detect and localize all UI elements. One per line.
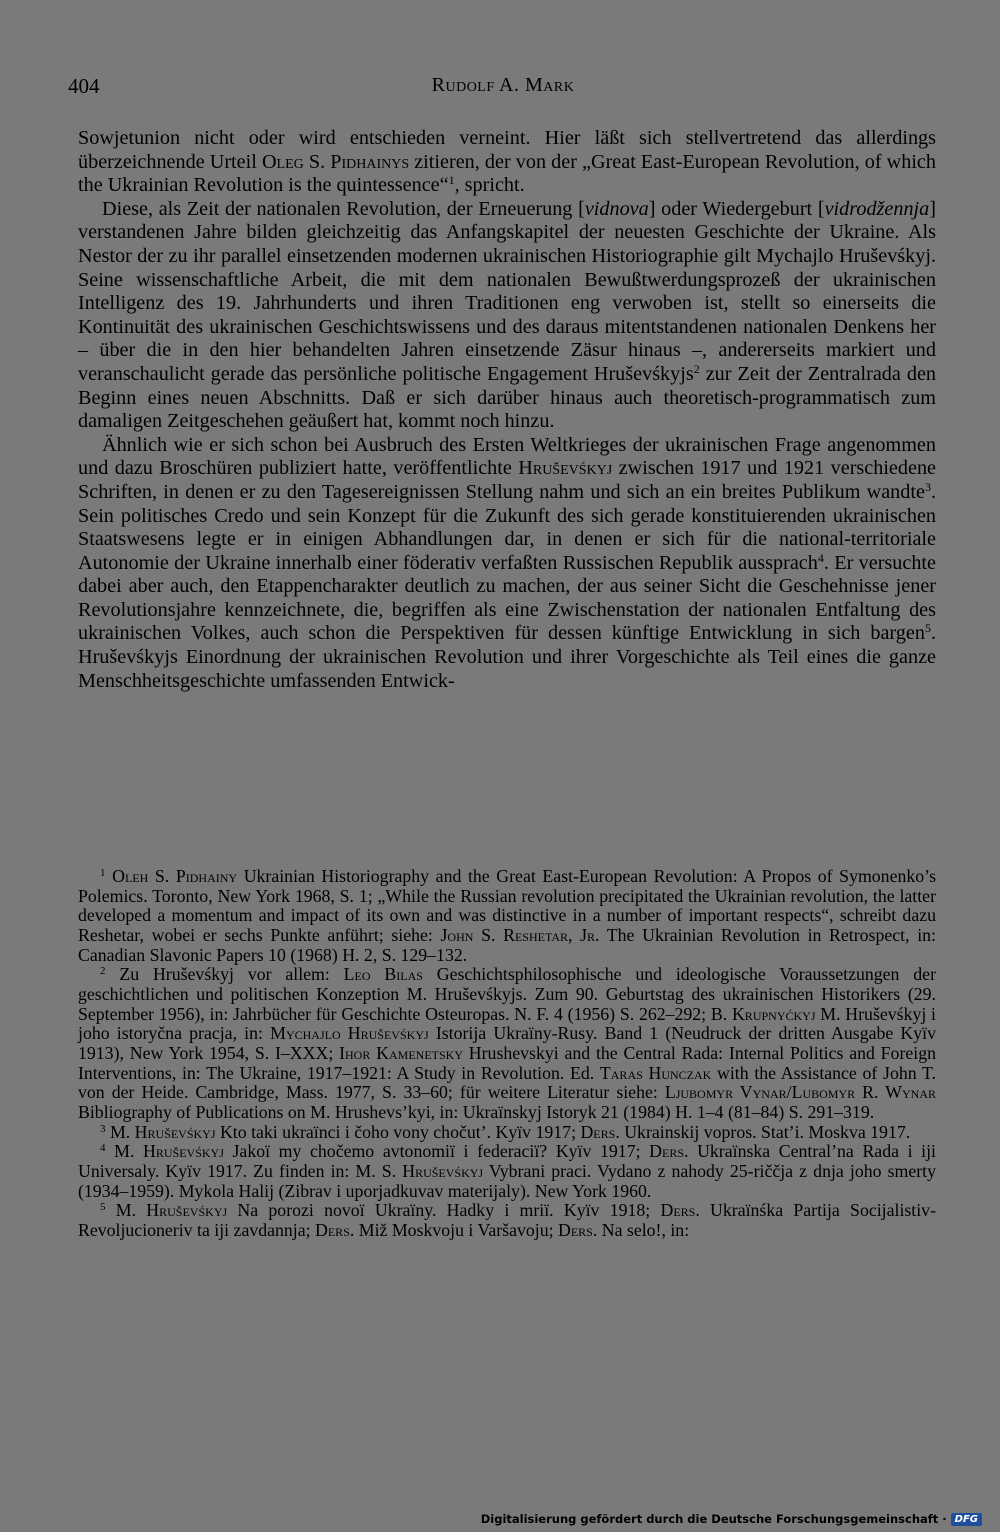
footnote-number: 1 <box>100 867 106 879</box>
author-name: Hruševśkyj <box>134 1121 216 1142</box>
author-name: Hruševśkyj <box>146 1200 228 1221</box>
text: Istorija Ukraïny-Rusy. Band 1 (Neudruck der dritten Ausgabe Kyïv 1913), New York 1954, S. I–XXX; <box>78 1023 936 1063</box>
text: zwischen 1917 und 1921 verschiedene Schriften, in denen er zu den Tagesereignissen Stellung nahm und sich an ein breites Publikum wandte <box>78 457 936 503</box>
text: , spricht. <box>454 174 525 197</box>
dfg-logo-icon: DFG <box>951 1513 982 1526</box>
text: Ukraïnska Central’na Rada i iji Universaly. Kyïv 1917. Zu finden in: M. S. <box>78 1141 936 1181</box>
text: ] oder Wiedergeburt [ <box>648 197 825 220</box>
text: Jakoï my chočemo avtonomiï i federaciï? Kyïv 1917; <box>223 1141 650 1162</box>
text: Ukrainskij vopros. Stat’i. Moskva 1917. <box>619 1121 911 1142</box>
text: zur Zeit der Zentralrada den Beginn eines neuen Abschnitts. Daß er sich darüber hinaus auch theoretisch-programmatisch zum damaligen Zeitgeschehen geäußert hat, kommt noch hinzu. <box>78 362 936 433</box>
text: M. <box>114 1141 144 1162</box>
text: Ähnlich wie er sich schon bei Ausbruch des Ersten Weltkrieges der ukrainischen Frage angenommen und dazu Broschüren publiziert hatte, veröffentlichte <box>78 433 936 480</box>
author-name: Hruševśkyj <box>143 1141 224 1162</box>
text: Kto taki ukraïnci i čoho vony chočut’. Kyïv 1917; <box>215 1121 581 1142</box>
text: Geschichtsphilosophische und ideologische Voraussetzungen der geschichtlichen und politischen Konzeption M. Hruševśkyjs. Zum 90. Geburtstag des ukrainischen Historikers (29. September 1956), in: Jahrbücher für Geschichte Osteuropas. N. F. 4 (1956) S. 262–292; B. <box>78 964 936 1024</box>
author-name: Mychajlo Hruševśkyj <box>270 1023 429 1044</box>
text: M. <box>115 1200 147 1221</box>
author-name: Ljubomyr Vynar/Lubomyr R. Wynar <box>664 1082 937 1103</box>
text: zitieren, der von der „Great East-European Revolution, of which the Ukrainian Revolution is the quintessence“ <box>78 150 936 197</box>
footnotes <box>78 867 936 1240</box>
text: Diese, als Zeit der nationalen Revolution, der Erneuerung [ <box>102 197 585 220</box>
author-name: John S. Reshetar, Jr. <box>440 924 600 945</box>
text: Vybrani praci. Vydano z nahody 25-riččja z dnja joho smerty (1934–1959). Mykola Halij (Zibrav i uporjadkuvav materijaly). New York 1960. <box>78 1160 936 1201</box>
text: M. <box>109 1121 135 1142</box>
term: vidnova <box>584 197 649 220</box>
footnote-ref-1[interactable]: 1 <box>448 173 455 188</box>
footnote-4 <box>78 1142 936 1201</box>
author-name: Ders. <box>580 1121 620 1142</box>
text: Ukraïnśka Partija Socijalistiv-Revoljucioneriv ta iji zavdannja; <box>78 1200 936 1240</box>
author-name: Ders. <box>649 1141 689 1162</box>
page-header <box>68 74 938 104</box>
author-name: Hruševśkyj <box>518 457 613 480</box>
footnote-1 <box>78 867 936 965</box>
running-head: Rudolf A. Mark <box>431 74 575 96</box>
text: Na selo!, in: <box>597 1219 690 1240</box>
text: with the Assistance of John T. von der Heide. Cambridge, Mass. 1977, S. 33–60; für weitere Literatur siehe: <box>78 1062 936 1103</box>
page-number: 404 <box>68 74 100 98</box>
footnote-ref-4[interactable]: 4 <box>817 550 824 565</box>
author-name: Ders. <box>557 1219 598 1240</box>
footnote-ref-3[interactable]: 3 <box>924 479 931 494</box>
footnote-ref-5[interactable]: 5 <box>924 621 931 636</box>
footnote-3 <box>78 1123 936 1143</box>
footnote-2 <box>78 965 936 1122</box>
text: M. Hruševśkyj i joho istoryčna pracja, in: <box>78 1003 936 1044</box>
text: Sowjetunion nicht oder wird entschieden verneint. Hier läßt sich stellvertretend das allerdings überzeichnende Urteil <box>78 127 936 173</box>
author-name: Ders. <box>660 1200 700 1221</box>
text: . Sein politisches Credo und sein Konzept für die Zukunft des sich gerade konstituierenden ukrainischen Staatswesens legte er in einigen Abhandlungen dar, in denen er sich für die national-territoriale Autonomie der Ukraine innerhalb einer föderativ verfaßten Russischen Republik aussprach <box>78 480 936 574</box>
text: Zu Hruševśkyj vor allem: <box>119 964 344 985</box>
author-name: Leo Bilas <box>343 964 423 985</box>
credit-text: Digitalisierung gefördert durch die Deutsche Forschungsgemeinschaft · <box>480 1512 947 1526</box>
author-name: Taras Hunczak <box>599 1062 712 1083</box>
author-name: Oleg S. Pidhainys <box>261 150 410 173</box>
digitization-credit <box>481 1512 982 1526</box>
author-name: Oleh S. Pidhainy <box>112 866 238 886</box>
author-name: Ders. <box>315 1219 355 1240</box>
text: Miž Moskvoju i Varšavoju; <box>354 1219 558 1240</box>
author-name: Hruševśkyj <box>402 1160 484 1181</box>
text: ] verstandenen Jahre bilden gleichzeitig das Anfangskapitel der neuesten Geschichte der Ukraine. Als Nestor der zu ihr parallel einsetzenden modernen ukrainischen Historiographie gilt Mychajlo Hruševśkyj. Seine wissenschaftliche Arbeit, die mit dem nationalen Bewußtwerdungsprozeß der ukrainischen Intelligenz des 19. Jahrhunderts und ihren Traditionen eng verwoben ist, stellt so einerseits die Kontinuität des ukrainischen Geschichtswissens und des daraus mitentstandenen nationalen Denkens her – über die in den hier behandelten Jahren einsetzende Zäsur hinaus –, andererseits markiert und veranschaulicht gerade das persönliche politische Engagement Hruševśkyjs <box>78 197 936 385</box>
text: . Hruševśkyjs Einordnung der ukrainischen Revolution und ihrer Vorgeschichte als Teil eines die ganze Menschheitsgeschichte umfassenden Entwick- <box>78 622 936 692</box>
text: . Er versuchte dabei aber auch, den Etappencharakter deutlich zu machen, der aus seiner Sicht die Geschehnisse jener Revolutionsjahre kennzeichnete, die, begriffen als eine Zwischenstation der nationalen Entfaltung des ukrainischen Volkes, auch schon die Perspektiven für dessen künftige Entwicklung in sich bargen <box>78 551 936 645</box>
body-text <box>78 127 936 693</box>
text: The Ukrainian Revolution in Retrospect, in: Canadian Slavonic Papers 10 (1968) H. 2, S. 129–132. <box>78 924 936 965</box>
paragraph-1 <box>78 127 936 198</box>
footnote-number: 5 <box>100 1201 106 1214</box>
text: Bibliography of Publications on M. Hrushevs’kyi, in: Ukraïnskyj Istoryk 21 (1984) H. 1–4 (81–84) S. 291–319. <box>78 1101 875 1122</box>
footnote-5 <box>78 1201 936 1240</box>
text: Hrushevskyi and the Central Rada: Internal Politics and Foreign Interventions, in: The Ukraine, 1917–1921: A Study in Revolution. Ed. <box>78 1042 936 1083</box>
text: Na porozi novoï Ukraïny. Hadky i mriï. Kyïv 1918; <box>227 1200 661 1221</box>
paragraph-3 <box>78 434 936 694</box>
term: vidrodžennja <box>824 197 930 220</box>
footnote-number: 4 <box>100 1142 106 1155</box>
author-name: Ihor Kamenetsky <box>339 1042 463 1063</box>
footnote-number: 3 <box>100 1122 106 1135</box>
author-name: Krupnyćkyj <box>731 1003 816 1024</box>
text: Ukrainian Historiography and the Great East-European Revolution: A Propos of Symonenko’s Polemics. Toronto, New York 1968, S. 1; „While the Russian revolution precipitated the Ukrainian revolution, the latter developed a momentum and impact of its own and was distinctive in a number of important respects“, schreibt dazu Reshetar, wobei er sechs Punkte anführt; siehe: <box>78 866 936 945</box>
paragraph-2 <box>78 198 936 434</box>
footnote-number: 2 <box>100 965 106 978</box>
footnote-ref-2[interactable]: 2 <box>693 361 700 376</box>
